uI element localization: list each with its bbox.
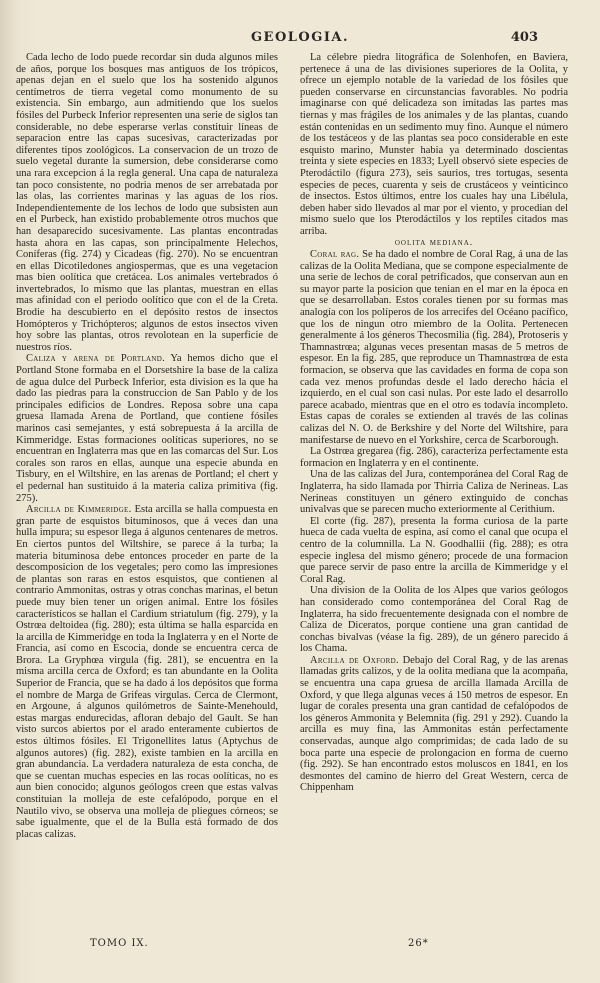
paragraph: Cada lecho de lodo puede recordar sin duda algunos miles de años, porque los bosques mas antiguos de los trópicos, apenas dejan en el suelo que los ha sostenido algunos centímetros de tierra vegetal como monumento de su existencia. Sin embargo, aun admitiendo que los suelos fósiles del Purbeck Inferior representen una serie de siglos tan considerable, no debe esperarse verlas constituir líneas de separacion entre las capas sucesivas, caracterizadas por diferentes tipos zoológicos. La conservacion de un trozo de suelo vegetal durante la sumersion, debe considerarse como una rara excepcion á la regla general. Una capa de naturaleza tan poco consistente, no podria menos de ser arrebatada por las olas, las corrientes marinas y las aguas de los rios. Independientemente de los lechos de lodo que subsisten aun en el Purbeck, han existido probablemente otros muchos que han desaparecido sucesivamente. Las plantas encontradas hasta ahora en las capas, son principalmente Helechos, Coníferas (fig. 274) y Cicadeas (fig. 270). No se encuentran en ellas Dicotiledones angiospermas, que es una vegetacion mas bien oolítica que cretácea. Los animales vertebrados ó invertebrados, lo mismo que las plantas, muestran en ellas mas afinidad con el periodo oolítico que con el de la Creta. Brodie ha descubierto en el depósito restos de insectos Homópteros y Trichópteros; algunos de estos insectos viven hoy sobre las plantas, otros revolotean en la superficie de nuestros ríos. bbox=[16, 52, 278, 353]
paragraph bbox=[300, 655, 568, 794]
paragraph: El corte (fig. 287), presenta la forma curiosa de la parte hueca de cada vuelta de espina, así como el canal que ocupa el centro de la columnilla. La N. Goodhallii (fig. 288); es otra especie inglesa del mismo género; procede de una formacion que parece servir de paso entre la arcilla de Kimmeridge y el Coral Rag. bbox=[300, 515, 568, 585]
page-footer bbox=[0, 938, 600, 952]
paragraph: La Ostrœa gregarea (fig. 286), caracteriza perfectamente esta formacion en Inglaterra y en el continente. bbox=[300, 446, 568, 469]
paragraph: Una de las calizas del Jura, contemporánea del Coral Rag de Inglaterra, ha sido llamada por Thirria Caliza de Nerineas. Las Nerineas constituyen un género extinguido de conchas univalvas que se parecen mucho exteriormente al Cerithium. bbox=[300, 469, 568, 516]
paragraph-body: Se ha dado el nombre de Coral Rag, á una de las calizas de la Oolita Mediana, que se compone especialmente de una serie de lechos de coral petrificados, que conservan aun en su mayor parte la posicion que tenian en el mar en la época en que se desarrollaban. Estos corales tienen por su formas mas analogía con los políperos de los arrecifes del Océano pacífico, que los de ningun otro miembro de la Oolita. Pertenecen generalmente á los géneros Thecosmilia (fig. 284), Protoseris y Thamnastrœa; algunas veces presentan masas de 5 metros de espesor. En la fig. 285, que reproduce un Thamnastrœa de esta formacion, se observa que las cavidades en forma de copa son cada vez menos profundas desde el lado derecho hácia el izquierdo, en el cual son casi nulas. Por este lado el desarrollo parece acabado, mientras que en el otro es todavía incompleto. Estas capas de corales se extienden al través de las colinas calizas del N. O. de Berkshire y del Norte del Wiltshire, para manifestarse de nuevo en el Yorkshire, cerca de Scarborough. bbox=[300, 249, 568, 446]
paragraph-heading: Coral rag. bbox=[310, 249, 360, 261]
right-column bbox=[300, 52, 568, 932]
signature-mark: 26* bbox=[408, 938, 429, 949]
paragraph: La célebre piedra litográfica de Solenhofen, en Baviera, pertenece á una de las divisiones superiores de la Oolita, y ofrece un ejemplo notable de la variedad de los fósiles que pueden conservarse en circunstancias favorables. No podria imaginarse con qué delicadeza son imitadas las partes mas tiernas y mas frágiles de los animales y de las plantas, cuando están contenidas en un sedimento muy fino. Aunque el número de los testáceos y de las plantas sea poco considerable en este esquisto marino, Munster habia ya determinado doscientas treinta y siete especies en 1833; Lyell observó siete especies de Pterodáctilo (figura 273), seis saurios, tres tortugas, sesenta especies de peces, cuarenta y seis de crustáceos y veinticinco de insectos. Estos últimos, entre los cuales hay una Libélula, deben haber sido llevados al mar por el viento, y procedian del mismo suelo que los Pterodáctilos y los reptiles citados mas arriba. bbox=[300, 52, 568, 237]
paragraph bbox=[16, 353, 278, 504]
page-number: 403 bbox=[510, 30, 538, 45]
paragraph-body: Debajo del Coral Rag, y de las arenas llamadas grits calizos, y de la oolita mediana que la acompaña, se encuentra una capa gruesa de arcilla llamada Arcilla de Oxford, y que llega algunas veces á 150 metros de espesor. En lugar de corales presenta una gran cantidad de cefalópodos de los géneros Ammonita y Belemnita (fig. 291 y 292). Cuando la arcilla es muy fina, las Ammonitas están perfectamente conservadas, aunque algo comprimidas; de cada lado de su boca parte una especie de prolongacion en forma de cuerno (fig. 292). Se han encontrado estos moluscos en 1841, en los desmontes del camino de hierro del Great Western, cerca de Chippenham bbox=[300, 654, 568, 794]
paragraph: Una division de la Oolita de los Alpes que varios geólogos han considerado como contemporánea del Coral Rag de Inglaterra, ha sido frecuentemente designada con el nombre de Caliza de Diceratos, porque contiene una gran cantidad de conchas bivalvas (véase la fig. 289), de un género parecido á los Chama. bbox=[300, 585, 568, 655]
section-heading: oolita mediana. bbox=[394, 237, 474, 248]
paragraph bbox=[300, 249, 568, 446]
paragraph-heading: Arcilla de Oxford. bbox=[310, 654, 399, 666]
paragraph-body: Esta arcilla se halla compuesta en gran parte de esquistos bituminosos, que á veces dan una hulla impura; su espesor llega á algunos centenares de metros. En ciertos puntos del Wiltshire, se parece á la turba; la materia bituminosa debe entonces proceder en parte de la descomposicion de los vegetales; pero como las impresiones de plantas son raras en estos esquistos, que contienen al contrario Ammonitas, ostras y otras conchas marinas, el betun puede muy bien tener un orígen animal. Entre los fósiles característicos se hallan el Cardium striatulum (fig. 279), y la Ostrœa deltoidea (fig. 280); esta última se halla esparcida en la arcilla de Kimmeridge en toda la Inglaterra y en el Norte de Francia, así como en Escocia, donde se encuentra cerca de Brora. La Gryphœa virgula (fig. 281), se encuentra en la misma arcilla cerca de Oxford; es tan abundante en la Oolita Superior de Francia, que se ha dado á los depósitos que forma el nombre de Marga de Grifeas virgulas. Cerca de Clermont, en Argoune, á algunos quilómetros de Sainte-Menehould, estas margas endurecidas, afloran debajo del Gault. Se han visto surcos abiertos por el arado enteramente cubiertos de estos últimos fósiles. El Trigonellites latus (Aptychus de algunos autores) (fig. 282), existe tambien en la arcilla en gran abundancia. La verdadera naturaleza de esta concha, de que se cuentan muchas especies en las rocas oolíticas, no es aun bien conocido; algunos geólogos creen que estas valvas constituian la molleja de este cefalópodo, porque en el Nautilo vivo, se observa una molleja de pliegues córneos; se sabe igualmente, que el de la Bulla está formado de dos placas calizas. bbox=[16, 504, 278, 840]
paragraph-heading: Caliza y arena de Portland. bbox=[26, 353, 166, 365]
paragraph-heading: Arcilla de Kimmeridge. bbox=[26, 504, 132, 516]
volume-label: TOMO IX. bbox=[90, 938, 149, 949]
page-title: GEOLOGIA. bbox=[250, 30, 350, 45]
running-head bbox=[0, 30, 600, 50]
left-column bbox=[16, 52, 278, 932]
paragraph bbox=[16, 504, 278, 840]
paragraph-body: Ya hemos dicho que el Portland Stone formaba en el Dorsetshire la base de la caliza de agua dulce del Purbeck Inferior, esta division es la que ha dado las piedras para la construccion de San Pablo y de los principales edificios de Londres. Reposa sobre una capa gruesa llamada Arena de Portland, que contiene fósiles marinos casi semejantes, y está sobrepuesta á la arcilla de Kimmeridge. Estas formaciones oolíticas superiores, no se encuentran en Inglaterra mas que en las comarcas del Sur. Los corales son raros en ellas, aunque una especie abunda en Tisbury, en el Wiltshire, en las arenas de Portland; el chert y el pedernal han sustituido á la materia caliza primitiva (fig. 275). bbox=[16, 353, 278, 504]
